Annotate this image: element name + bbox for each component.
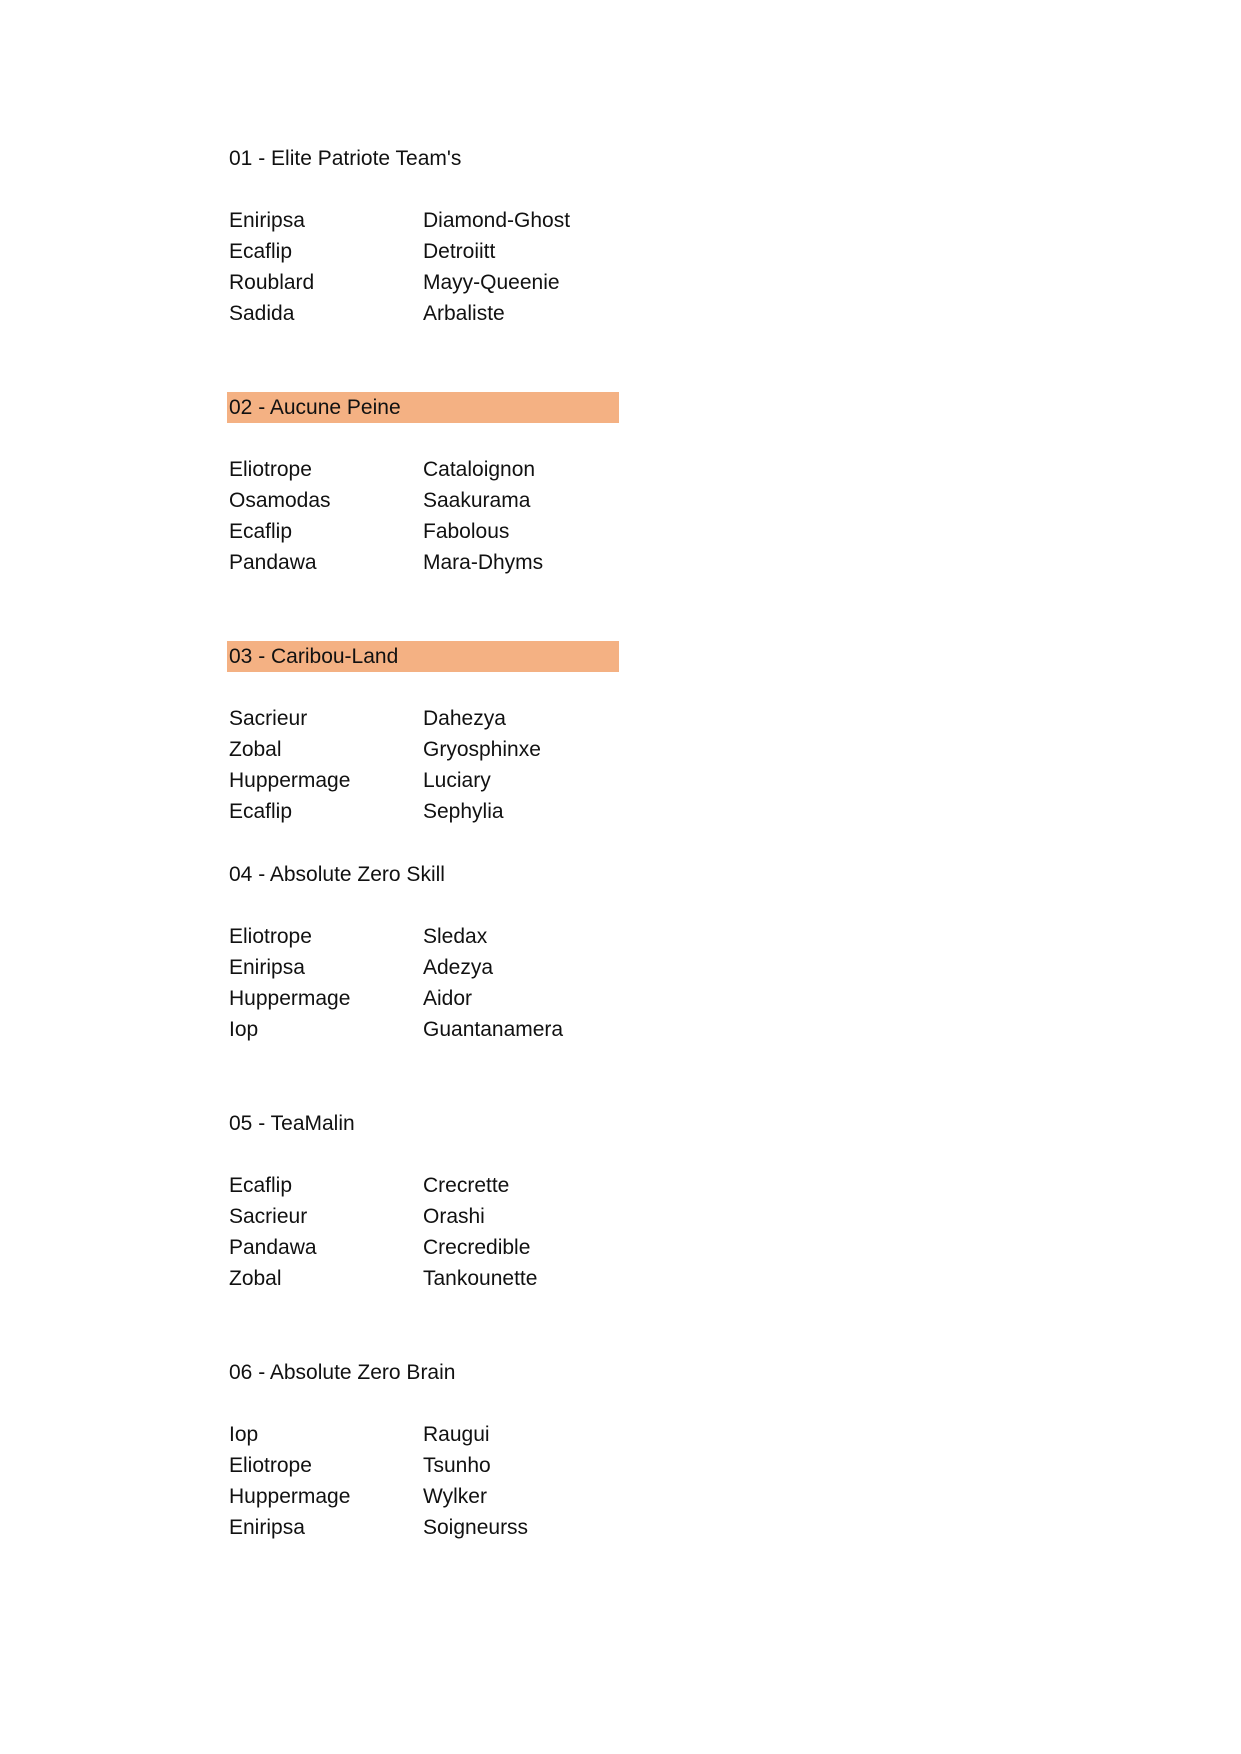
member-player: Crecrette [423, 1174, 510, 1197]
member-row [229, 1170, 619, 1201]
member-player: Luciary [423, 769, 491, 792]
member-class: Ecaflip [229, 240, 293, 263]
member-row [229, 298, 619, 329]
member-player: Fabolous [423, 520, 510, 543]
team-title: 06 - Absolute Zero Brain [229, 1361, 456, 1384]
member-row [229, 1263, 619, 1294]
member-player: Crecredible [423, 1236, 531, 1259]
member-class: Osamodas [229, 489, 331, 512]
team-title: 05 - TeaMalin [229, 1112, 355, 1135]
member-class: Eliotrope [229, 1454, 312, 1477]
member-class: Pandawa [229, 1236, 317, 1259]
member-row [229, 1450, 619, 1481]
member-class: Sacrieur [229, 707, 308, 730]
member-player: Sephylia [423, 800, 504, 823]
member-player: Mara-Dhyms [423, 551, 544, 574]
member-class: Eniripsa [229, 209, 305, 232]
member-row [229, 516, 619, 547]
member-class: Huppermage [229, 1485, 351, 1508]
member-class: Eliotrope [229, 925, 312, 948]
team-title: 04 - Absolute Zero Skill [229, 863, 445, 886]
member-class: Sadida [229, 302, 295, 325]
member-row [229, 454, 619, 485]
member-row [229, 765, 619, 796]
member-row [229, 796, 619, 827]
member-row [229, 921, 619, 952]
member-class: Zobal [229, 738, 282, 761]
team-block-03 [229, 641, 619, 827]
member-row [229, 983, 619, 1014]
member-player: Gryosphinxe [423, 738, 541, 761]
member-row [229, 1014, 619, 1045]
member-player: Adezya [423, 956, 494, 979]
member-class: Eliotrope [229, 458, 312, 481]
member-player: Guantanamera [423, 1018, 564, 1041]
member-row [229, 952, 619, 983]
member-player: Sledax [423, 925, 488, 948]
member-row [229, 1419, 619, 1450]
member-class: Zobal [229, 1267, 282, 1290]
member-class: Huppermage [229, 987, 351, 1010]
member-player: Aidor [423, 987, 473, 1010]
member-player: Soigneurss [423, 1516, 529, 1539]
team-title: 02 - Aucune Peine [227, 392, 619, 423]
member-row [229, 1201, 619, 1232]
member-player: Tankounette [423, 1267, 538, 1290]
member-player: Detroiitt [423, 240, 496, 263]
member-row [229, 1232, 619, 1263]
member-player: Raugui [423, 1423, 490, 1446]
member-class: Huppermage [229, 769, 351, 792]
member-player: Dahezya [423, 707, 506, 730]
member-row [229, 485, 619, 516]
member-class: Iop [229, 1423, 259, 1446]
member-row [229, 1481, 619, 1512]
member-row [229, 703, 619, 734]
team-block-05 [229, 1108, 619, 1294]
member-player: Arbaliste [423, 302, 505, 325]
member-class: Eniripsa [229, 956, 305, 979]
member-player: Diamond-Ghost [423, 209, 571, 232]
member-player: Mayy-Queenie [423, 271, 560, 294]
member-player: Tsunho [423, 1454, 491, 1477]
member-row [229, 734, 619, 765]
member-player: Wylker [423, 1485, 487, 1508]
member-class: Ecaflip [229, 520, 293, 543]
member-row [229, 205, 619, 236]
member-player: Cataloignon [423, 458, 536, 481]
member-row [229, 236, 619, 267]
member-class: Eniripsa [229, 1516, 305, 1539]
member-player: Saakurama [423, 489, 531, 512]
team-block-02 [229, 392, 619, 578]
member-class: Sacrieur [229, 1205, 308, 1228]
member-class: Iop [229, 1018, 259, 1041]
team-block-01 [229, 143, 619, 329]
member-row [229, 267, 619, 298]
member-class: Pandawa [229, 551, 317, 574]
member-player: Orashi [423, 1205, 485, 1228]
team-title: 03 - Caribou-Land [227, 641, 619, 672]
team-block-04 [229, 859, 619, 1045]
member-class: Ecaflip [229, 1174, 293, 1197]
member-row [229, 1512, 619, 1543]
member-class: Roublard [229, 271, 315, 294]
team-block-06 [229, 1357, 619, 1543]
member-class: Ecaflip [229, 800, 293, 823]
team-title: 01 - Elite Patriote Team's [229, 147, 462, 170]
member-row [229, 547, 619, 578]
